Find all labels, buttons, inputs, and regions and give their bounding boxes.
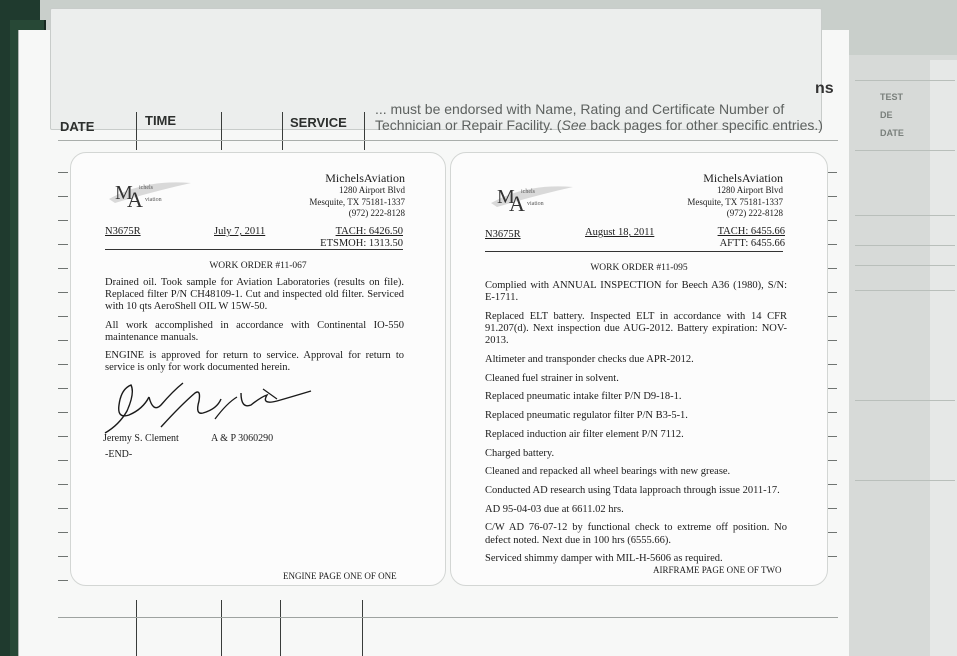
aircraft-registration: N3675R [105,226,141,237]
svg-text:M: M [115,182,133,204]
row-tick [58,340,68,341]
work-paragraph: Altimeter and transponder checks due APR-2012. [485,354,694,366]
svg-text:A: A [127,187,143,212]
michels-aviation-logo [105,169,195,213]
row-tick [58,292,68,293]
row-tick [58,460,68,461]
row-tick [58,220,68,221]
work-paragraph: All work accomplished in accordance with Continental IO-550 maintenance manuals. [105,319,404,343]
column-divider [280,600,281,656]
row-tick [58,196,68,197]
svg-text:viation: viation [527,201,544,207]
column-header-date: DATE [60,119,95,134]
row-tick [58,556,68,557]
adjacent-page-rule [855,215,955,216]
column-divider [364,112,365,150]
phone-number: (972) 222-8128 [348,208,405,218]
work-paragraph: ENGINE is approved for return to service. Approval for return to service is only for work documented herein. [105,350,404,374]
svg-text:ichels: ichels [139,185,153,191]
work-paragraph: Drained oil. Took sample for Aviation Laboratories (results on file). Replaced filter P/N CH48109-1. Cut and inspected old filter. Serviced with 10 qts AeroShell OIL W 15W-50. [105,277,404,313]
header-underline [105,249,403,250]
airframe-work-order-sticker [450,152,828,586]
work-paragraph: Complied with ANNUAL INSPECTION for Beech A36 (1980), S/N: E-1711. [485,280,787,304]
etsmoh-time: ETSMOH: 1313.50 [320,238,403,249]
work-paragraph: Replaced ELT battery. Inspected ELT in accordance with 14 CFR 91.207(d). Next inspection due AUG-2012. Battery expiration: NOV-2013. [485,310,787,347]
work-paragraph: Cleaned and repacked all wheel bearings with new grease. [485,466,731,478]
header-rule [58,140,838,141]
adjacent-page-rule [855,265,955,266]
work-paragraph: Cleaned fuel strainer in solvent. [485,372,619,384]
work-paragraph: Replaced pneumatic intake filter P/N D9-18-1. [485,391,682,403]
column-divider [221,600,222,656]
technician-signature [91,375,321,437]
company-name: MichelsAviation [703,171,783,185]
row-tick [58,244,68,245]
aftt-time: AFTT: 6455.66 [719,238,785,249]
engine-work-order-sticker [70,152,446,586]
signer-name: Jeremy S. Clement [103,433,179,444]
svg-text:viation: viation [145,197,162,203]
column-divider [362,600,363,656]
column-divider [221,112,222,150]
work-order-number: WORK ORDER #11-067 [209,261,307,271]
row-tick [58,484,68,485]
row-tick [58,580,68,581]
work-paragraph: Replaced pneumatic regulator filter P/N B3-5-1. [485,410,688,422]
row-tick [58,508,68,509]
header-underline [485,251,783,252]
work-description [105,277,404,380]
row-tick [58,436,68,437]
adjacent-page-label: DATE [880,128,904,138]
work-paragraph: AD 95-04-03 due at 6611.02 hrs. [485,503,624,515]
city-state-zip: Mesquite, TX 75181-1337 [687,196,783,207]
column-divider [136,112,137,150]
row-tick [58,316,68,317]
aircraft-registration: N3675R [485,229,521,240]
row-tick [58,412,68,413]
page-footer: AIRFRAME PAGE ONE OF TWO [653,565,782,575]
work-paragraph: Charged battery. [485,447,555,459]
row-tick [58,172,68,173]
shop-address [309,171,405,220]
work-paragraph: C/W AD 76-07-12 by functional check to extreme off position. No defect noted. Next due in 100 hrs (6555.66). [485,522,787,546]
page-footer: ENGINE PAGE ONE OF ONE [283,571,397,581]
adjacent-page-rule [855,80,955,81]
adjacent-page-rule [855,290,955,291]
adjacent-page-rule [855,245,955,246]
work-order-number: WORK ORDER #11-095 [590,263,688,273]
adjacent-page-label: TEST [880,92,904,102]
svg-text:A: A [509,191,525,216]
adjacent-page-rule [855,480,955,481]
street-address: 1280 Airport Blvd [716,185,783,195]
city-state-zip: Mesquite, TX 75181-1337 [309,196,405,207]
end-marker: -END- [105,449,133,460]
signer-certificate: A & P 3060290 [211,433,274,444]
footer-rule [58,617,838,618]
row-tick [58,388,68,389]
work-date: August 18, 2011 [585,227,655,238]
column-divider [136,600,137,656]
work-paragraph: Replaced induction air filter element P/N 7112. [485,428,684,440]
shop-address [687,171,783,220]
tach-time: TACH: 6426.50 ETSMOH: 1313.50 [320,226,403,249]
page-heading-fragment: ns [815,80,834,97]
work-paragraph: Conducted AD research using Tdata lapproach through issue 2011-17. [485,484,780,496]
work-description [485,280,787,572]
adjacent-page-rule [855,150,955,151]
phone-number: (972) 222-8128 [726,208,783,218]
company-name: MichelsAviation [325,171,405,185]
column-divider [282,112,283,150]
instructions-line-2: Technician or Repair Facility. (See back pages for other specific entries.) [375,117,823,133]
adjacent-page-label: DE [880,110,893,120]
michels-aviation-logo [487,173,577,217]
street-address: 1280 Airport Blvd [338,185,405,195]
work-date: July 7, 2011 [214,226,266,237]
row-tick [58,268,68,269]
tach-time: TACH: 6455.66 AFTT: 6455.66 [717,226,785,249]
adjacent-page-rule [855,400,955,401]
column-header-time: TIME [145,113,177,128]
row-tick [58,364,68,365]
svg-text:ichels: ichels [521,189,535,195]
work-paragraph: Serviced shimmy damper with MIL-H-5606 as required. [485,553,723,565]
svg-text:M: M [497,186,515,208]
row-tick [58,532,68,533]
instructions-line-1: ... must be endorsed with Name, Rating and Certificate Number of [375,101,785,117]
column-header-service: SERVICE [290,115,347,130]
